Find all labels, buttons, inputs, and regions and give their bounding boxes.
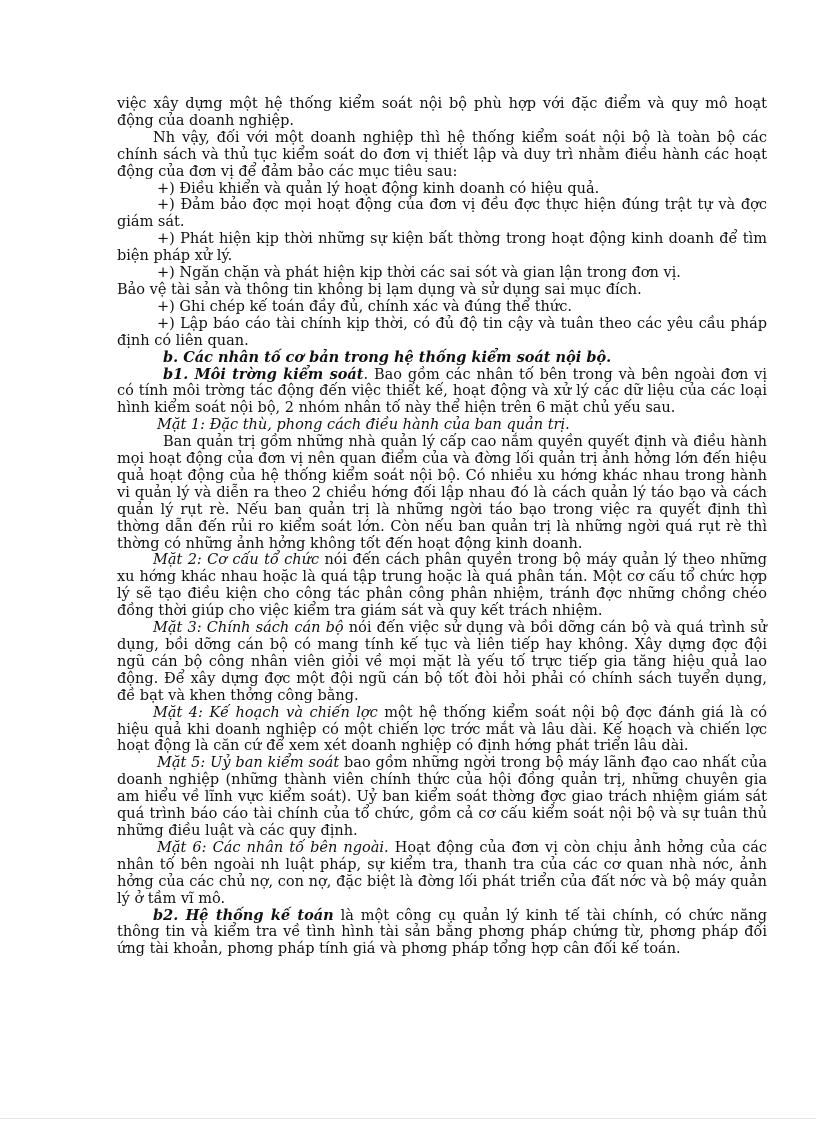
paragraph-b1 xyxy=(117,367,767,418)
aspect-1-text: Ban quản trị gồm những nhà quản lý cấp cao nắm quyền quyết định và điều hành mọi hoạt động của đơn vị nên quan điểm của và đờng lối quản trị ảnh hởng lớn đến hiệu quả hoạt động của hệ thống kiểm soát nội bộ. Có nhiều xu hớng khác nhau trong hành vi quản lý và diễn ra theo 2 chiều hớng đối lập nhau đó là cách quản lý táo bạo và cách quản lý rụt rè. Nếu ban quản trị là những ngời táo bạo trong việc ra quyết định thì thờng dẫn đến rủi ro kiểm soát lớn. Còn nếu ban quản trị là những ngời quá rụt rè thì thờng có những ảnh hởng không tốt đến hoạt động kinh doanh. xyxy=(117,434,767,552)
paragraph-aspect-5 xyxy=(117,755,767,840)
aspect-4-title: Mặt 4: Kế hoạch và chiến lợc xyxy=(153,704,378,721)
aspect-2-title: Mặt 2: Cơ cấu tổ chức xyxy=(153,552,320,569)
aspect-4-text: một hệ thống kiểm soát nội bộ đợc đánh giá là có hiệu quả khi doanh nghiệp có một chiến lợc trớc mắt và lâu dài. Kế hoạch và chiến lợc hoạt động là căn cứ để xem xét doanh nghiệp có định hớng phát triển lâu dài. xyxy=(117,704,767,755)
aspect-5-text: bao gồm những ngời trong bộ máy lãnh đạo cao nhất của doanh nghiệp (những thành viên chính thức của hội đồng quản trị, những chuyên gia am hiểu về lĩnh vực kiểm soát). Uỷ ban kiểm soát thờng đợc giao trách nhiệm giám sát quá trình báo cáo tài chính của tổ chức, gồm cả cơ cấu kiểm soát nội bộ và sự tuân thủ những điều luật và các quy định. xyxy=(117,755,767,839)
paragraph-definition: Nh vậy, đối với một doanh nghiệp thì hệ thống kiểm soát nội bộ là toàn bộ các chính sách và thủ tục kiểm soát do đơn vị thiết lập và duy trì nhằm điều hành các hoạt động của đơn vị để đảm bảo các mục tiêu sau: xyxy=(117,129,767,180)
aspect-5-title: Mặt 5: Uỷ ban kiểm soát xyxy=(157,755,340,772)
goal-item-4-continued: Bảo vệ tài sản và thông tin không bị lạm dụng và sử dụng sai mục đích. xyxy=(117,281,642,298)
aspect-3-title: Mặt 3: Chính sách cán bộ xyxy=(153,620,344,637)
subheading-b1: b1. Môi trờng kiểm soát xyxy=(163,365,364,383)
aspect-6-title: Mặt 6: Các nhân tố bên ngoài. xyxy=(157,839,389,856)
goal-item-1: +) Điều khiển và quản lý hoạt động kinh doanh có hiệu quả. xyxy=(157,180,600,197)
paragraph-b2-text: là một công cụ quản lý kinh tế tài chính, có chức năng thông tin và kiểm tra về tình hình tài sản bằng phơng pháp chứng từ, phơng pháp đối ứng tài khoản, phơng pháp tính giá và phơng pháp tổng hợp cân đối kế toán. xyxy=(117,907,767,958)
goal-item-4: +) Ngăn chặn và phát hiện kịp thời các sai sót và gian lận trong đơn vị. xyxy=(157,265,681,282)
subheading-b2: b2. Hệ thống kế toán xyxy=(153,906,334,924)
aspect-3-text: nói đến việc sử dụng và bồi dỡng cán bộ và quá trình sử dụng, bồi dỡng cán bộ có mang tính kế tục và liên tiếp hay không. Xây dựng đợc đội ngũ cán bộ công nhân viên giỏi về mọi mặt là yếu tố trực tiếp gia tăng hiệu quả lao động. Để xây dựng đợc một đội ngũ cán bộ tốt đòi hỏi phải có chính sách tuyển dụng, đề bạt và khen thởng công bằng. xyxy=(117,620,767,704)
paragraph-intro: việc xây dựng một hệ thống kiểm soát nội bộ phù hợp với đặc điểm và quy mô hoạt động của doanh nghiệp. xyxy=(117,96,767,129)
goal-item-6: +) Lập báo cáo tài chính kịp thời, có đủ độ tin cậy và tuân theo các yêu cầu pháp định có liên quan. xyxy=(117,315,767,349)
paragraph-aspect-2 xyxy=(117,552,767,620)
page-bottom-divider xyxy=(0,1118,816,1119)
aspect-2-text: nói đến cách phân quyền trong bộ máy quản lý theo những xu hớng khác nhau hoặc là quá tập trung hoặc là quá phân tán. Một cơ cấu tổ chức hợp lý sẽ tạo điều kiện cho công tác phân công phân nhiệm, tránh đợc những chồng chéo đồng thời giúp cho việc kiểm tra giám sát và quy kết trách nhiệm. xyxy=(117,552,767,620)
document-page xyxy=(117,96,767,958)
section-heading-b: b. Các nhân tố cơ bản trong hệ thống kiểm soát nội bộ. xyxy=(163,348,612,366)
paragraph-b2 xyxy=(117,908,767,959)
paragraph-aspect-3 xyxy=(117,620,767,705)
aspect-1-title: Mặt 1: Đặc thù, phong cách điều hành của ban quản trị. xyxy=(157,417,570,434)
paragraph-b1-text: . Bao gồm các nhân tố bên trong và bên ngoài đơn vị có tính môi trờng tác động đến việc thiết kế, hoạt động và xử lý các dữ liệu của các loại hình kiểm soát nội bộ, 2 nhóm nhân tố này thể hiện trên 6 mặt chủ yếu sau. xyxy=(117,366,767,417)
goal-item-5: +) Ghi chép kế toán đầy đủ, chính xác và đúng thể thức. xyxy=(157,298,572,315)
paragraph-aspect-4 xyxy=(117,705,767,756)
paragraph-aspect-6 xyxy=(117,840,767,908)
goal-item-2: +) Đảm bảo đợc mọi hoạt động của đơn vị đều đợc thực hiện đúng trật tự và đợc giám sát. xyxy=(117,197,767,231)
goal-item-3: +) Phát hiện kịp thời những sự kiện bất thờng trong hoạt động kinh doanh để tìm biện pháp xử lý. xyxy=(117,231,767,265)
aspect-6-text: Hoạt động của đơn vị còn chịu ảnh hởng của các nhân tố bên ngoài nh luật pháp, sự kiểm tra, thanh tra của các cơ quan nhà nớc, ảnh hởng của các chủ nợ, con nợ, đặc biệt là đờng lối phát triển của đất nớc và bộ máy quản lý ở tầm vĩ mô. xyxy=(117,839,767,907)
